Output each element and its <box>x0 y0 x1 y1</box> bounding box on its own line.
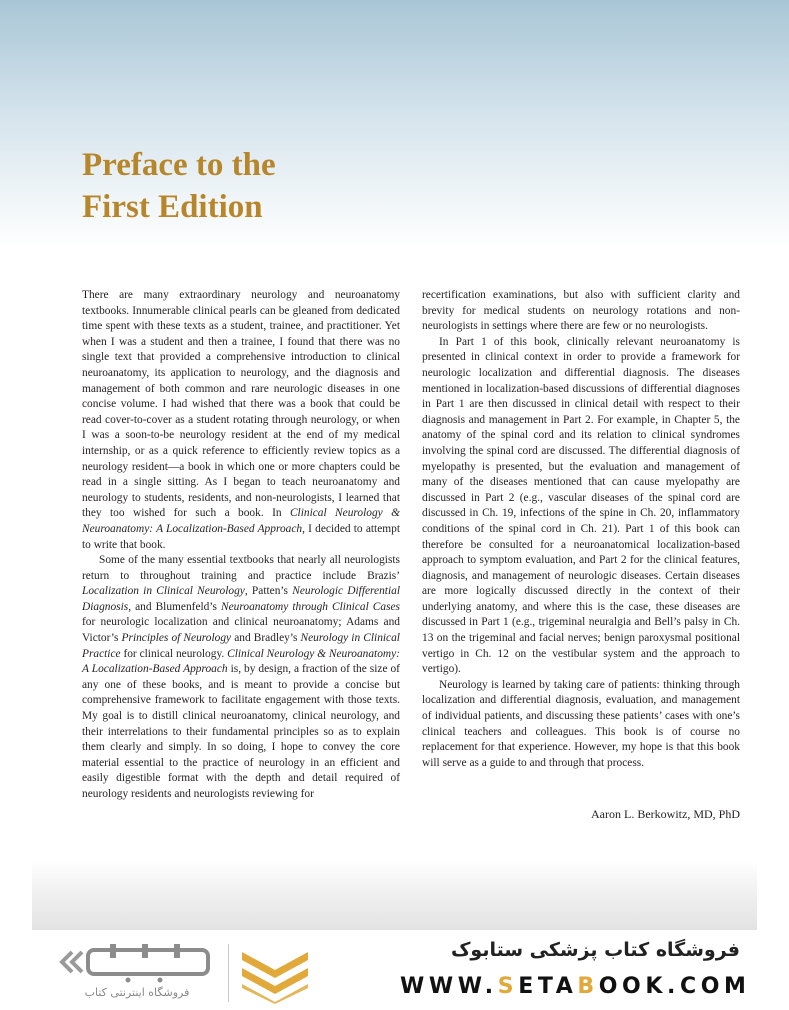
store-url <box>400 974 751 999</box>
right-column <box>422 288 740 771</box>
page-title-line-2: First Edition <box>82 189 263 225</box>
page-title <box>82 144 276 228</box>
paragraph-1 <box>82 288 400 553</box>
text-run: Some of the many essential textbooks that nearly all neurologists return to throughout training and practice include Brazis’ <box>82 554 400 582</box>
page-bottom-shadow <box>32 860 757 930</box>
text-run: , Patten’s <box>244 585 293 598</box>
url-part: OOK.COM <box>598 974 751 999</box>
book-title: Neurology in Clinical Practice <box>82 632 400 660</box>
text-run: and Bradley’s <box>231 632 301 645</box>
book-title: Localization in Clinical Neurology <box>82 585 245 598</box>
author-signature: Aaron L. Berkowitz, MD, PhD <box>591 807 740 821</box>
book-title: Principles of Neurology <box>121 632 232 645</box>
book-title: Neuroanatomy through Clinical Cases <box>221 600 400 613</box>
url-part: WWW. <box>400 974 498 999</box>
left-column <box>82 288 400 803</box>
book-title: Clinical Neurology & Neuroanatomy: A Localization-Based Approach <box>82 507 400 535</box>
text-run: , and Blumenfeld’s <box>128 600 222 613</box>
setabook-logo-icon <box>58 940 218 984</box>
text-run: for neurologic localization and clinical neuroanatomy; Adams and Victor’s <box>82 616 400 645</box>
chevron-stack-icon <box>238 946 312 1004</box>
paragraph-3: In Part 1 of this book, clinically relevant neuroanatomy is presented in clinical context in order to provide a framework for neurologic localization and differential diagnosis. The diseases mentioned in localization-based discussions of differential diagnoses in Part 1 are then discussed in clinical detail with respect to their diagnosis and management in Part 2. For example, in Chapter 5, the anatomy of the spinal cord and its relation to clinical syndromes involving the spinal cord are discussed. The differential diagnosis of myelopathy is presented, but the evaluation and management of many of the diseases mentioned that can cause myelopathy are discussed in Part 2 (e.g., vascular diseases of the spinal cord are discussed in Ch. 19, infections of the spine in Ch. 20, inflammatory conditions of the spinal cord in Ch. 21). Part 1 of this book can therefore be consulted for a neuroanatomical localization-based approach to symptom evaluation, and Part 2 for the clinical features, diagnosis, and management of neurologic diseases. Certain diseases are more logically discussed directly in the context of their underlying anatomy, and where this is the case, these diseases are discussed in Part 1 (e.g., trigeminal neuralgia and Bell’s palsy in Ch. 13 on the trigeminal and facial nerves; benign paroxysmal positional vertigo in Ch. 12 on the vestibular system and the approach to vertigo). <box>422 335 740 676</box>
logo-subtitle: فروشگاه اینترنتی کتاب <box>84 986 190 999</box>
store-name: فروشگاه کتاب پزشکی ستابوک <box>450 939 740 961</box>
text-run: is, by design, a fraction of the size of any one of these books, and is meant to provide a concise but comprehensive framework to facilitate engagement with those texts. My goal is to distill clinical neuroanatomy, clinical neurology, and their interrelations to their fundamental principles so as to explain them clearly and simply. In so doing, I hope to convey the core material essential to the practice of neurology in an efficient and easily digestible format with the depth and detail required of neurology residents and neurologists reviewing for <box>82 663 400 800</box>
paragraph-2 <box>82 553 400 803</box>
text-run: for clinical neurology. <box>120 647 228 660</box>
page-title-line-1: Preface to the <box>82 147 276 183</box>
url-highlight: B <box>577 974 599 999</box>
book-title: Neurologic Differential Diagnosis <box>82 585 400 613</box>
url-highlight: S <box>497 974 519 999</box>
paragraph-continued: recertification examinations, but also with sufficient clarity and brevity for medical students on neurology rotations and non-neurologists in settings where there are few or no neurologists. <box>422 289 740 333</box>
paragraph-4: Neurology is learned by taking care of patients: thinking through localization and differential diagnosis, evaluation, and management of individual patients, and discussing these patients’ cases with one’s clinical teachers and colleagues. This book is of course no replacement for that experience. However, my hope is that this book will serve as a guide to and through that process. <box>422 678 740 769</box>
text-run: There are many extraordinary neurology and neuroanatomy textbooks. Innumerable clinical pearls can be gleaned from dedicated time spent with these texts as a student, trainee, and practitioner. Yet when I was a student and then a trainee, I found that there was no single text that provided a comprehensive introduction to clinical neuroanatomy, its application to neurology, and the diagnosis and management of both common and rare neurologic diseases in one concise volume. I had wished that there was a book that could be read cover-to-cover as a student rotating through neurology, or when I was a soon-to-be neurology resident at the end of my medical internship, or as a quick reference to efficiently review topics as a neurology resident—a book in which one or more chapters could be read in a single sitting. As I began to teach neuroanatomy and neurology to students, residents, and non-neurologists, I learned that they too wished for such a book. In <box>82 289 400 520</box>
text-run: , I decided to attempt to write that book. <box>82 522 400 551</box>
url-part: ETA <box>518 974 578 999</box>
book-title: Clinical Neurology & Neuroanatomy: A Localization-Based Approach <box>82 647 400 676</box>
footer-divider <box>228 944 229 1002</box>
